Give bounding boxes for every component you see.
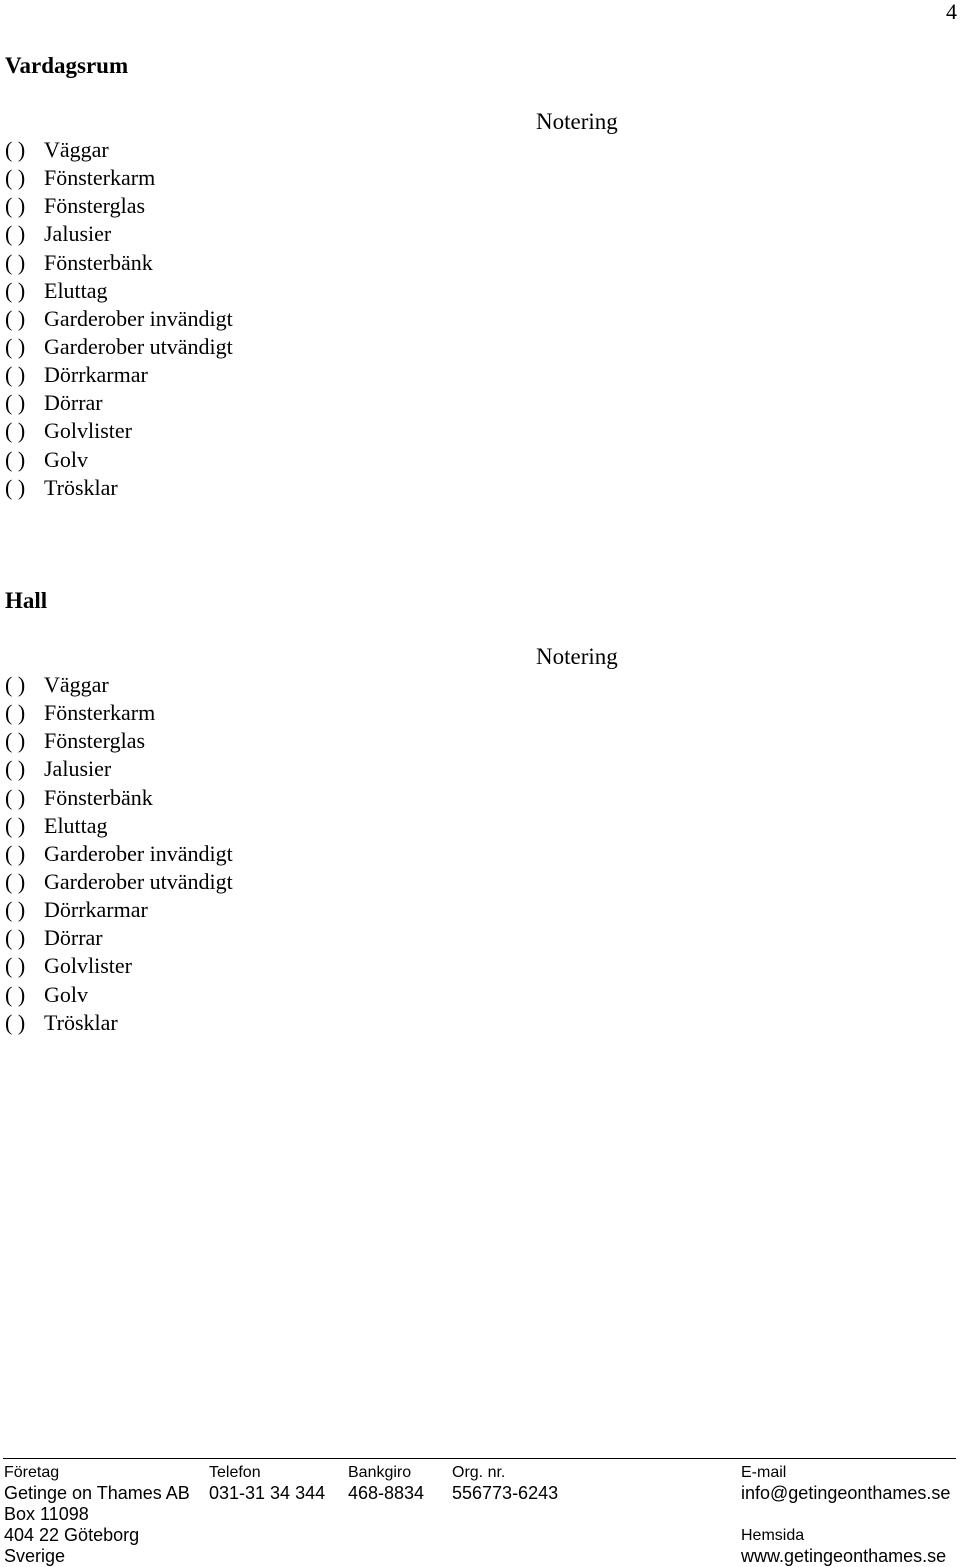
item-label: Fönsterbänk	[44, 249, 153, 275]
section-title: Vardagsrum	[5, 53, 129, 78]
checkbox[interactable]: ( )	[5, 840, 26, 866]
item-label: Garderober utvändigt	[44, 333, 233, 359]
item-label: Eluttag	[44, 277, 108, 303]
checkbox[interactable]: ( )	[5, 305, 26, 331]
checklist	[5, 136, 233, 502]
checkbox[interactable]: ( )	[5, 728, 26, 754]
checkbox[interactable]: ( )	[5, 474, 26, 500]
item-label: Garderober invändigt	[44, 840, 233, 866]
item-label: Trösklar	[44, 1009, 118, 1035]
checklist-item	[5, 784, 233, 812]
checklist-item	[5, 277, 233, 305]
checkbox[interactable]: ( )	[5, 953, 26, 979]
footer-company-column	[4, 1462, 190, 1567]
checkbox[interactable]: ( )	[5, 672, 26, 697]
footer-org-column	[452, 1462, 558, 1504]
item-label: Jalusier	[44, 221, 112, 247]
item-label: Dörrkarmar	[44, 897, 148, 923]
phone-label: Telefon	[209, 1464, 261, 1481]
item-label: Trösklar	[44, 474, 118, 500]
checkbox[interactable]: ( )	[5, 390, 26, 416]
bankgiro-number: 468-8834	[348, 1483, 425, 1503]
checkbox[interactable]: ( )	[5, 868, 26, 894]
checklist-item	[5, 164, 233, 192]
checklist-item	[5, 755, 233, 783]
item-label: Golvlister	[44, 953, 132, 979]
checklist-item	[5, 981, 233, 1009]
company-name: Getinge on Thames AB	[4, 1483, 190, 1503]
checkbox[interactable]: ( )	[5, 784, 26, 810]
bankgiro-label: Bankgiro	[348, 1464, 412, 1481]
checklist-item	[5, 417, 233, 445]
checklist-item	[5, 671, 233, 699]
checkbox[interactable]: ( )	[5, 446, 26, 472]
checklist-item	[5, 474, 233, 502]
checklist-item	[5, 896, 233, 924]
checklist-item	[5, 389, 233, 417]
checklist-item	[5, 812, 233, 840]
org-number: 556773-6243	[452, 1483, 559, 1503]
footer-phone-column	[209, 1462, 325, 1504]
website-label: Hemsida	[741, 1527, 805, 1544]
item-label: Fönsterbänk	[44, 784, 153, 810]
checkbox[interactable]: ( )	[5, 1009, 26, 1035]
address-box: Box 11098	[4, 1504, 89, 1524]
note-label: Notering	[536, 644, 618, 669]
item-label: Dörrkarmar	[44, 362, 148, 388]
page-number: 4	[946, 0, 957, 24]
footer-bankgiro-column	[348, 1462, 424, 1504]
checkbox[interactable]: ( )	[5, 925, 26, 951]
item-label: Garderober invändigt	[44, 305, 233, 331]
checklist-item	[5, 924, 233, 952]
checkbox[interactable]: ( )	[5, 812, 26, 838]
checklist-item	[5, 868, 233, 896]
item-label: Golv	[44, 981, 88, 1007]
item-label: Eluttag	[44, 812, 108, 838]
checkbox[interactable]: ( )	[5, 418, 26, 444]
note-label: Notering	[536, 109, 618, 134]
item-label: Väggar	[44, 672, 109, 697]
checkbox[interactable]: ( )	[5, 165, 26, 191]
item-label: Dörrar	[44, 925, 103, 951]
checkbox[interactable]: ( )	[5, 137, 26, 162]
item-label: Fönsterglas	[44, 728, 146, 754]
address-city: 404 22 Göteborg	[4, 1525, 140, 1545]
item-label: Golvlister	[44, 418, 132, 444]
checkbox[interactable]: ( )	[5, 700, 26, 726]
item-label: Fönsterkarm	[44, 165, 156, 191]
checklist	[5, 671, 233, 1037]
item-label: Dörrar	[44, 390, 103, 416]
footer-contact-column	[741, 1462, 950, 1567]
item-label: Golv	[44, 446, 88, 472]
checkbox[interactable]: ( )	[5, 756, 26, 782]
checkbox[interactable]: ( )	[5, 981, 26, 1007]
checkbox[interactable]: ( )	[5, 249, 26, 275]
page-footer	[0, 1458, 960, 1567]
checklist-item	[5, 840, 233, 868]
email-link[interactable]: info@getingeonthames.se	[741, 1483, 951, 1503]
checkbox[interactable]: ( )	[5, 277, 26, 303]
checklist-item	[5, 136, 233, 164]
website-link[interactable]: www.getingeonthames.se	[741, 1546, 947, 1566]
checklist-item	[5, 1009, 233, 1037]
checklist-item	[5, 220, 233, 248]
checkbox[interactable]: ( )	[5, 362, 26, 388]
checklist-item	[5, 446, 233, 474]
checklist-item	[5, 361, 233, 389]
checkbox[interactable]: ( )	[5, 333, 26, 359]
section-title: Hall	[5, 588, 48, 613]
item-label: Garderober utvändigt	[44, 868, 233, 894]
checklist-item	[5, 192, 233, 220]
org-label: Org. nr.	[452, 1464, 506, 1481]
phone-number: 031-31 34 344	[209, 1483, 326, 1503]
checklist-item	[5, 952, 233, 980]
checklist-item	[5, 305, 233, 333]
checklist-item	[5, 333, 233, 361]
checkbox[interactable]: ( )	[5, 193, 26, 219]
footer-divider	[3, 1458, 956, 1459]
checklist-item	[5, 699, 233, 727]
item-label: Fönsterkarm	[44, 700, 156, 726]
item-label: Fönsterglas	[44, 193, 146, 219]
checklist-item	[5, 249, 233, 277]
checkbox[interactable]: ( )	[5, 221, 26, 247]
company-label: Företag	[4, 1464, 60, 1481]
item-label: Jalusier	[44, 756, 112, 782]
checkbox[interactable]: ( )	[5, 897, 26, 923]
address-country: Sverige	[4, 1546, 66, 1566]
email-label: E-mail	[741, 1464, 787, 1481]
item-label: Väggar	[44, 137, 109, 162]
checklist-item	[5, 727, 233, 755]
